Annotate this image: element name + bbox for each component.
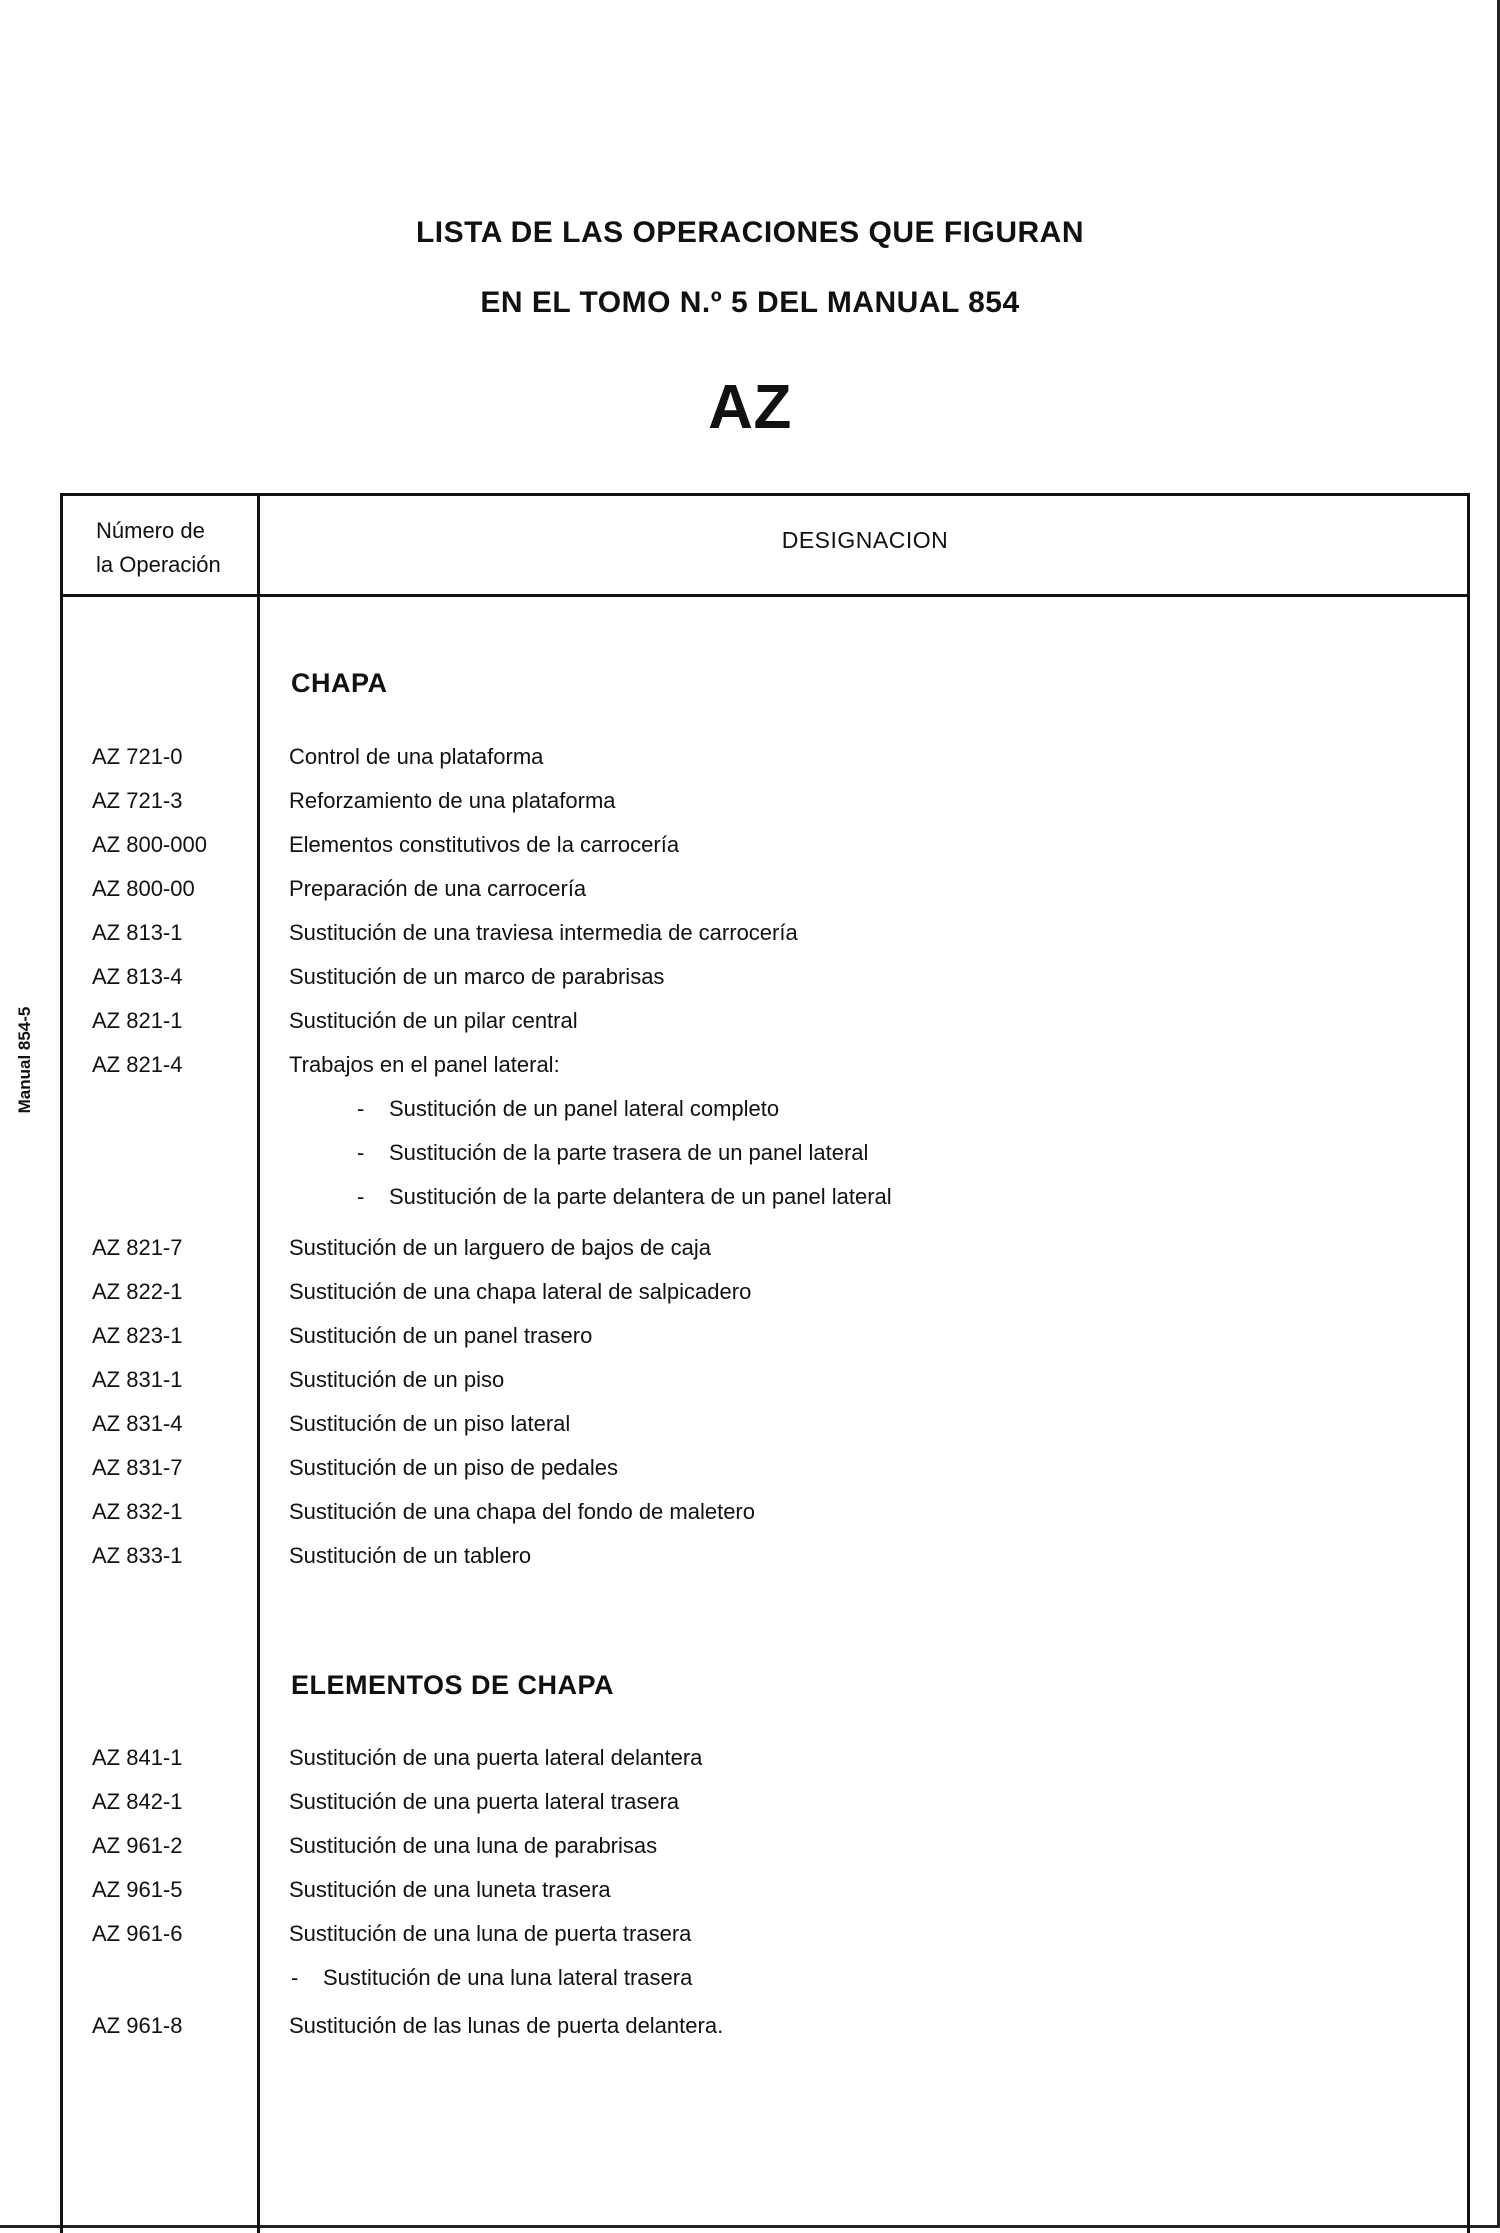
operation-description: Sustitución de una luneta trasera xyxy=(289,1877,611,1902)
header-number-line-1: Número de xyxy=(96,518,205,543)
operation-code: AZ 831-4 xyxy=(92,1411,183,1436)
operation-description: Control de una plataforma xyxy=(289,744,544,769)
table-row xyxy=(0,1136,1500,1170)
operation-code: AZ 721-3 xyxy=(92,788,183,813)
operation-description: Sustitución de una traviesa intermedia de carrocería xyxy=(289,920,798,945)
section-title-chapa: CHAPA xyxy=(291,668,388,698)
operation-code: AZ 961-6 xyxy=(92,1921,183,1946)
operation-code: AZ 813-1 xyxy=(92,920,183,945)
operation-code: AZ 831-1 xyxy=(92,1367,183,1392)
table-row xyxy=(0,1004,1500,1038)
operation-code: AZ 821-7 xyxy=(92,1235,183,1260)
table-row xyxy=(0,1741,1500,1775)
operation-description: Reforzamiento de una plataforma xyxy=(289,788,616,813)
operation-code: AZ 823-1 xyxy=(92,1323,183,1348)
operation-description: Preparación de una carrocería xyxy=(289,876,587,901)
table-row xyxy=(0,916,1500,950)
operation-code: AZ 721-0 xyxy=(92,744,183,769)
table-row xyxy=(0,1451,1500,1485)
table-row xyxy=(0,2009,1500,2043)
document-title-line-1: LISTA DE LAS OPERACIONES QUE FIGURAN xyxy=(415,216,1085,249)
table-row xyxy=(0,1829,1500,1863)
operation-description: Sustitución de una chapa lateral de salpicadero xyxy=(289,1279,752,1304)
operation-code: AZ 822-1 xyxy=(92,1279,183,1304)
operation-description: Sustitución de un piso xyxy=(289,1367,505,1392)
operation-description: Sustitución de un panel trasero xyxy=(289,1323,593,1348)
manual-side-label: Manual 854-5 xyxy=(15,1006,34,1114)
operation-code: AZ 800-00 xyxy=(92,876,195,901)
operation-code: AZ 961-2 xyxy=(92,1833,183,1858)
table-row xyxy=(0,1231,1500,1265)
table-row xyxy=(0,1180,1500,1214)
operation-description: Sustitución de una puerta lateral trasera xyxy=(289,1789,680,1814)
table-row xyxy=(0,1785,1500,1819)
bullet-dash: - xyxy=(357,1140,365,1165)
document-code-heading: AZ xyxy=(708,373,792,442)
document-title-line-2: EN EL TOMO N.º 5 DEL MANUAL 854 xyxy=(480,286,1020,319)
operation-description: Sustitución de una chapa del fondo de maletero xyxy=(289,1499,755,1524)
operation-sub-item xyxy=(357,1136,868,1170)
operation-code: AZ 821-1 xyxy=(92,1008,183,1033)
operation-description: Sustitución de un piso de pedales xyxy=(289,1455,619,1480)
operation-description: Trabajos en el panel lateral: xyxy=(289,1052,560,1077)
table-header-divider xyxy=(60,594,1470,597)
operation-description: Sustitución de la parte trasera de un panel lateral xyxy=(389,1140,869,1165)
operation-description: Sustitución de una luna de puerta trasera xyxy=(289,1921,692,1946)
operation-sub-item xyxy=(291,1961,692,1995)
operation-description: Sustitución de las lunas de puerta delantera. xyxy=(289,2013,724,2038)
table-row xyxy=(0,1917,1500,1951)
table-row xyxy=(0,1048,1500,1082)
operation-code: AZ 831-7 xyxy=(92,1455,183,1480)
table-row xyxy=(0,1092,1500,1126)
table-row xyxy=(0,740,1500,774)
operation-sub-item xyxy=(357,1092,779,1126)
header-designation: DESIGNACION xyxy=(781,527,949,553)
bullet-dash: - xyxy=(357,1184,365,1209)
operation-sub-item xyxy=(357,1180,892,1214)
operation-code: AZ 832-1 xyxy=(92,1499,183,1524)
header-number-line-2: la Operación xyxy=(96,552,221,577)
operation-code: AZ 833-1 xyxy=(92,1543,183,1568)
operation-description: Sustitución de una puerta lateral delantera xyxy=(289,1745,703,1770)
table-row xyxy=(0,1407,1500,1441)
table-row xyxy=(0,1495,1500,1529)
operation-description: Sustitución de un larguero de bajos de caja xyxy=(289,1235,711,1260)
operation-description: Sustitución de una luna lateral trasera xyxy=(323,1965,693,1990)
table-row xyxy=(0,1363,1500,1397)
table-row xyxy=(0,784,1500,818)
table-row xyxy=(0,1275,1500,1309)
table-row xyxy=(0,1873,1500,1907)
operation-code: AZ 813-4 xyxy=(92,964,183,989)
table-row xyxy=(0,828,1500,862)
operation-code: AZ 961-5 xyxy=(92,1877,183,1902)
operation-description: Sustitución de una luna de parabrisas xyxy=(289,1833,658,1858)
table-row xyxy=(0,872,1500,906)
operation-code: AZ 961-8 xyxy=(92,2013,183,2038)
operation-code: AZ 821-4 xyxy=(92,1052,183,1077)
operation-code: AZ 841-1 xyxy=(92,1745,183,1770)
table-row xyxy=(0,1319,1500,1353)
operation-code: AZ 800-000 xyxy=(92,832,207,857)
bullet-dash: - xyxy=(291,1965,299,1990)
header-operation-number xyxy=(96,514,236,582)
operation-description: Sustitución de la parte delantera de un panel lateral xyxy=(389,1184,892,1209)
table-row xyxy=(0,1539,1500,1573)
section-title-elementos-de-chapa: ELEMENTOS DE CHAPA xyxy=(291,1670,615,1700)
table-row xyxy=(0,960,1500,994)
bullet-dash: - xyxy=(357,1096,365,1121)
operation-description: Sustitución de un pilar central xyxy=(289,1008,578,1033)
operation-description: Sustitución de un piso lateral xyxy=(289,1411,571,1436)
operation-description: Elementos constitutivos de la carrocería xyxy=(289,832,680,857)
table-row xyxy=(0,1961,1500,1995)
operation-description: Sustitución de un tablero xyxy=(289,1543,532,1568)
operation-code: AZ 842-1 xyxy=(92,1789,183,1814)
operation-description: Sustitución de un panel lateral completo xyxy=(389,1096,780,1121)
operation-description: Sustitución de un marco de parabrisas xyxy=(289,964,665,989)
